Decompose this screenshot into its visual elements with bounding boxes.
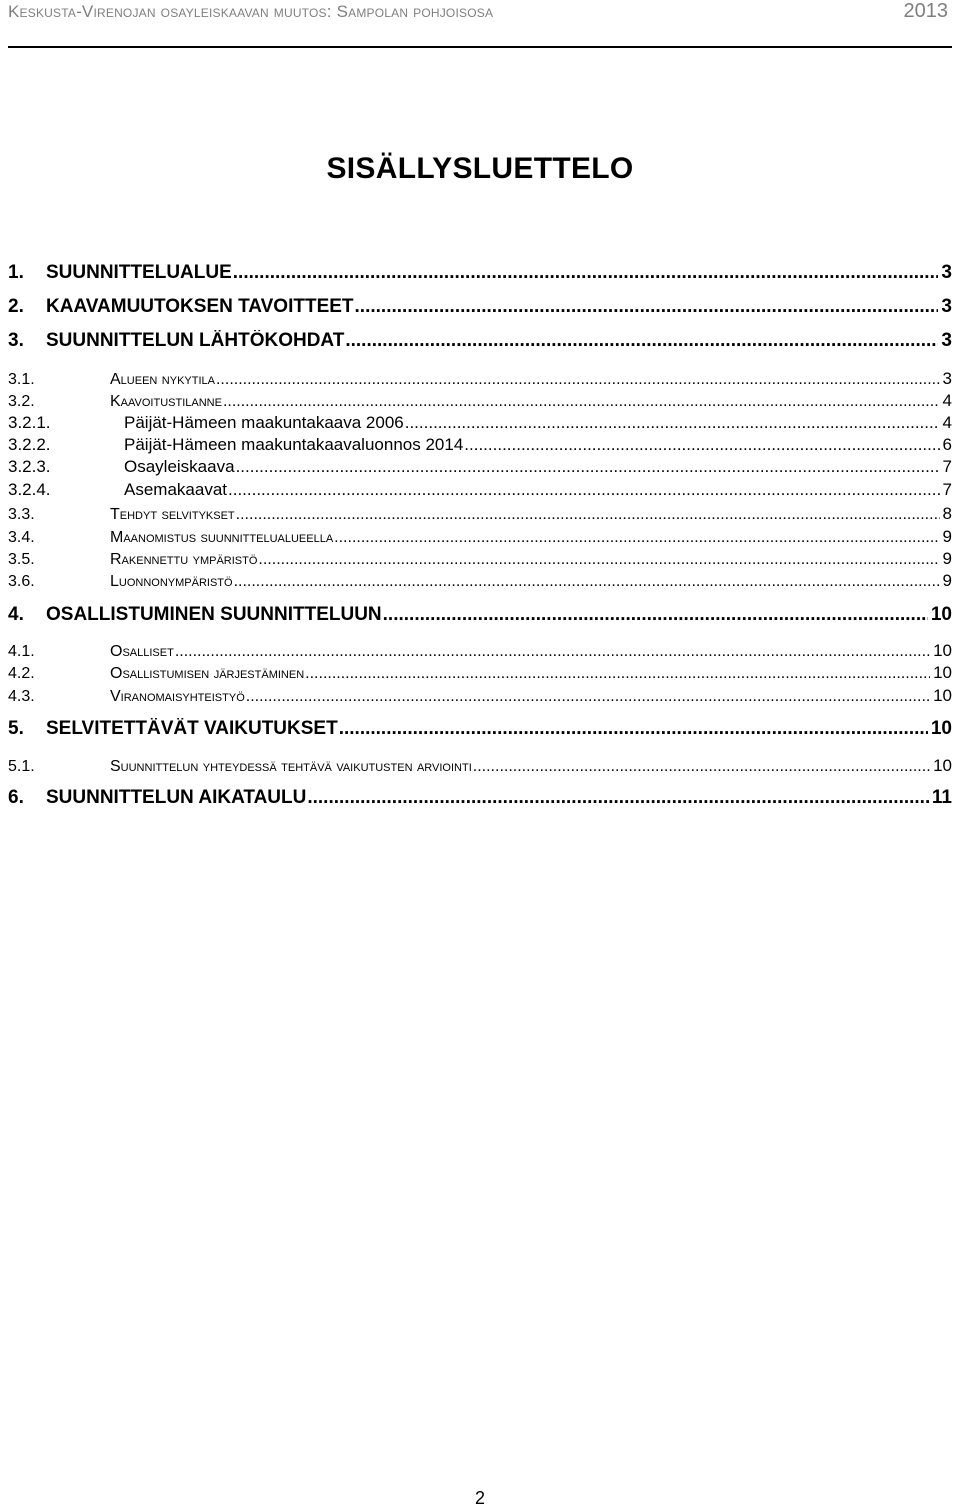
toc-entry-number: 4. <box>8 604 24 625</box>
toc-entry-label: Kaavoitustilanne <box>110 393 222 410</box>
toc-dot-leader <box>405 413 940 433</box>
toc-entry[interactable] <box>8 571 952 595</box>
toc-entry-label: SELVITETTÄVÄT VAIKUTUKSET <box>46 718 338 739</box>
toc-entry-label: Suunnittelun yhteydessä tehtävä vaikutusten arviointi <box>110 758 472 775</box>
toc-entry-page: 6 <box>942 435 952 454</box>
toc-entry-page: 9 <box>942 527 952 546</box>
toc-dot-leader <box>234 573 940 591</box>
toc-entry-number: 1. <box>8 262 24 283</box>
toc-entry[interactable] <box>8 330 952 354</box>
toc-entry-label: Tehdyt selvitykset <box>110 506 235 523</box>
toc-dot-leader <box>345 330 938 352</box>
toc-entry-page: 10 <box>930 718 952 739</box>
toc-dot-leader <box>228 480 940 500</box>
toc-entry[interactable] <box>8 435 952 459</box>
toc-entry-label: OSALLISTUMINEN SUUNNITTELUUN <box>46 604 382 625</box>
toc-dot-leader <box>355 296 939 318</box>
toc-entry-page: 3 <box>941 330 952 351</box>
toc-dot-leader <box>305 665 930 683</box>
toc-entry-label: Osayleiskaava <box>124 457 235 476</box>
toc-entry-number: 3.3. <box>8 506 35 523</box>
toc-dot-leader <box>246 688 930 706</box>
toc-entry-label: Osallistumisen järjestäminen <box>110 665 305 682</box>
toc-entry-page: 9 <box>942 549 952 568</box>
toc-entry-label: Luonnonympäristö <box>110 573 233 590</box>
toc-entry-number: 4.1. <box>8 643 35 660</box>
toc-dot-leader <box>233 262 939 284</box>
toc-entry-page: 10 <box>933 686 952 705</box>
toc-entry-number: 3.1. <box>8 371 35 388</box>
toc-entry[interactable] <box>8 504 952 528</box>
toc-entry-page: 10 <box>933 641 952 660</box>
toc-entry-number: 4.3. <box>8 688 35 705</box>
toc-entry[interactable] <box>8 296 952 320</box>
toc-entry[interactable] <box>8 391 952 415</box>
toc-entry-page: 3 <box>941 296 952 317</box>
toc-dot-leader <box>236 457 940 477</box>
toc-entry-number: 5.1. <box>8 758 35 775</box>
toc-dot-leader <box>236 506 940 524</box>
toc-dot-leader <box>258 551 939 569</box>
toc-entry-label: SUUNNITTELUN LÄHTÖKOHDAT <box>46 330 345 351</box>
toc-dot-leader <box>464 435 939 455</box>
toc-entry-page: 10 <box>933 663 952 682</box>
toc-entry-number: 3. <box>8 330 24 351</box>
page-number: 2 <box>474 1488 485 1508</box>
toc-entry-number: 6. <box>8 787 24 808</box>
toc-entry[interactable] <box>8 663 952 687</box>
page-title: SISÄLLYSLUETTELO <box>326 152 634 185</box>
page-header <box>8 0 952 48</box>
toc-entry[interactable] <box>8 480 952 504</box>
toc-entry-number: 5. <box>8 718 24 739</box>
toc-dot-leader <box>175 643 930 661</box>
toc-entry[interactable] <box>8 457 952 481</box>
toc-entry-number: 3.2.1. <box>8 413 51 432</box>
toc-dot-leader <box>216 371 940 389</box>
toc-entry-label: Rakennettu ympäristö <box>110 551 258 568</box>
toc-entry-page: 7 <box>942 480 952 499</box>
toc-entry-label: Maanomistus suunnittelualueella <box>110 529 334 546</box>
toc-dot-leader <box>223 393 940 411</box>
toc-entry-page: 7 <box>942 457 952 476</box>
toc-entry-page: 4 <box>942 391 952 410</box>
toc-entry[interactable] <box>8 413 952 437</box>
toc-entry[interactable] <box>8 527 952 551</box>
toc-entry-number: 3.4. <box>8 529 35 546</box>
toc-entry-label: Päijät-Hämeen maakuntakaavaluonnos 2014 <box>124 435 464 454</box>
header-year: 2013 <box>903 0 948 22</box>
toc-entry-page: 10 <box>933 756 952 775</box>
toc-entry-page: 4 <box>942 413 952 432</box>
toc-dot-leader <box>334 529 939 547</box>
toc-entry[interactable] <box>8 756 952 780</box>
toc-entry[interactable] <box>8 549 952 573</box>
toc-dot-leader <box>307 787 929 809</box>
toc-entry-label: SUUNNITTELUALUE <box>46 262 232 283</box>
toc-entry-page: 8 <box>942 504 952 523</box>
toc-entry-label: KAAVAMUUTOKSEN TAVOITTEET <box>46 296 354 317</box>
toc-entry-label: Viranomaisyhteistyö <box>110 688 245 705</box>
toc-entry[interactable] <box>8 787 952 811</box>
header-document-title: Keskusta-Virenojan osayleiskaavan muutos: Sampolan pohjoisosa <box>8 2 494 21</box>
toc-entry-label: Osalliset <box>110 643 174 660</box>
toc-entry-page: 10 <box>930 604 952 625</box>
toc-entry-number: 3.2.2. <box>8 435 51 454</box>
toc-entry-number: 3.2.4. <box>8 480 51 499</box>
toc-entry-number: 3.2.3. <box>8 457 51 476</box>
toc-entry-page: 9 <box>942 571 952 590</box>
toc-entry-label: Päijät-Hämeen maakuntakaava 2006 <box>124 413 404 432</box>
toc-entry-label: SUUNNITTELUN AIKATAULU <box>46 787 307 808</box>
toc-entry-page: 11 <box>931 787 952 808</box>
toc-entry[interactable] <box>8 369 952 393</box>
toc-entry[interactable] <box>8 604 952 628</box>
toc-entry-number: 4.2. <box>8 665 35 682</box>
toc-dot-leader <box>339 718 928 740</box>
toc-entry-page: 3 <box>942 369 952 388</box>
toc-entry-label: Alueen nykytila <box>110 371 215 388</box>
toc-entry-number: 2. <box>8 296 24 317</box>
toc-entry-page: 3 <box>941 262 952 283</box>
toc-entry-number: 3.2. <box>8 393 35 410</box>
toc-entry[interactable] <box>8 641 952 665</box>
toc-entry-number: 3.6. <box>8 573 35 590</box>
toc-entry-label: Asemakaavat <box>124 480 227 499</box>
toc-entry[interactable] <box>8 718 952 742</box>
toc-dot-leader <box>473 758 930 776</box>
toc-entry[interactable] <box>8 686 952 710</box>
toc-entry-number: 3.5. <box>8 551 35 568</box>
toc-dot-leader <box>383 604 928 626</box>
toc-entry[interactable] <box>8 262 952 286</box>
